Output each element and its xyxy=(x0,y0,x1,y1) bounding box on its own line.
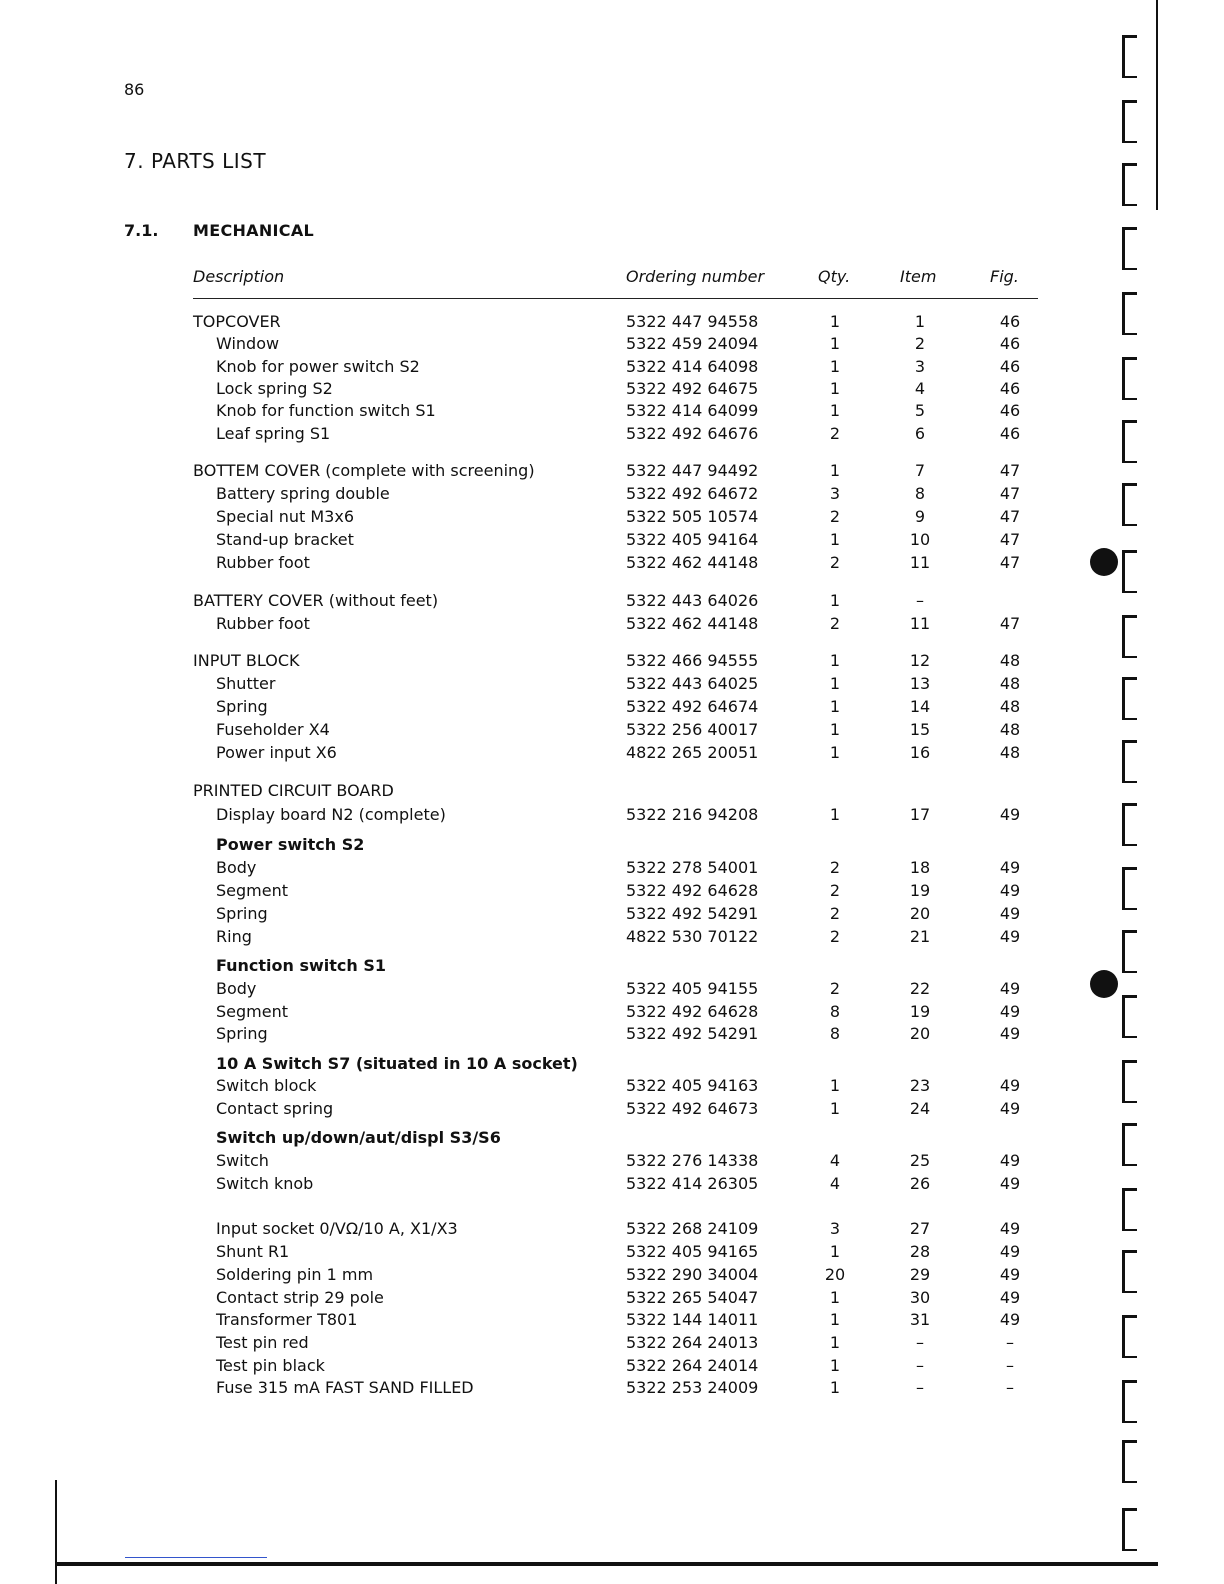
quantity: 1 xyxy=(829,312,841,331)
figure-number: – xyxy=(1006,1356,1014,1375)
binder-hole-dot xyxy=(1090,970,1118,998)
item-number: 29 xyxy=(909,1265,931,1284)
column-header-qty: Qty. xyxy=(818,267,851,286)
table-row xyxy=(0,334,1224,356)
binder-tab-mark xyxy=(1122,1315,1137,1358)
table-row xyxy=(0,507,1224,529)
figure-number: 49 xyxy=(999,1219,1021,1238)
table-row xyxy=(0,484,1224,506)
binder-tab-mark xyxy=(1122,1440,1137,1483)
part-description: Knob for function switch S1 xyxy=(216,401,436,420)
quantity: 1 xyxy=(829,379,841,398)
ordering-number: 5322 216 94208 xyxy=(626,805,759,824)
item-number: 13 xyxy=(909,674,931,693)
item-number: 19 xyxy=(909,1002,931,1021)
part-description: Switch block xyxy=(216,1076,317,1095)
part-description: Soldering pin 1 mm xyxy=(216,1265,374,1284)
table-row xyxy=(0,904,1224,926)
quantity: 1 xyxy=(829,1288,841,1307)
figure-number: 48 xyxy=(999,743,1021,762)
chapter-title: 7. PARTS LIST xyxy=(124,149,267,173)
quantity: 2 xyxy=(829,927,841,946)
ordering-number: 5322 264 24013 xyxy=(626,1333,759,1352)
figure-number: 47 xyxy=(999,530,1021,549)
table-row xyxy=(0,1076,1224,1098)
binder-tab-mark xyxy=(1122,163,1137,206)
column-header-ordering-number: Ordering number xyxy=(626,267,765,286)
binder-tab-mark xyxy=(1122,357,1137,400)
ordering-number: 5322 405 94163 xyxy=(626,1076,759,1095)
figure-number: 46 xyxy=(999,401,1021,420)
ordering-number: 5322 405 94164 xyxy=(626,530,759,549)
part-description: Knob for power switch S2 xyxy=(216,357,420,376)
table-row xyxy=(0,1002,1224,1024)
quantity: 1 xyxy=(829,1356,841,1375)
ordering-number: 5322 492 64675 xyxy=(626,379,759,398)
column-header-item: Item xyxy=(900,267,937,286)
part-description: INPUT BLOCK xyxy=(193,651,300,670)
figure-number: 49 xyxy=(999,1265,1021,1284)
part-description: Shutter xyxy=(216,674,276,693)
table-row xyxy=(0,835,1224,857)
binder-tab-mark xyxy=(1122,292,1137,335)
table-row xyxy=(0,1242,1224,1264)
table-row xyxy=(0,312,1224,334)
figure-number: 49 xyxy=(999,1076,1021,1095)
table-row xyxy=(0,1356,1224,1378)
section-title: MECHANICAL xyxy=(193,221,315,240)
item-number: 8 xyxy=(914,484,926,503)
ordering-number: 5322 405 94155 xyxy=(626,979,759,998)
part-description: Power input X6 xyxy=(216,743,337,762)
table-row xyxy=(0,1333,1224,1355)
part-description: Test pin black xyxy=(216,1356,325,1375)
item-number: 20 xyxy=(909,1024,931,1043)
table-row xyxy=(0,401,1224,423)
column-header-fig: Fig. xyxy=(990,267,1019,286)
item-number: 24 xyxy=(909,1099,931,1118)
ordering-number: 5322 492 64672 xyxy=(626,484,759,503)
table-row xyxy=(0,1378,1224,1400)
binder-tab-mark xyxy=(1122,930,1137,973)
table-row xyxy=(0,720,1224,742)
item-number: 16 xyxy=(909,743,931,762)
quantity: 1 xyxy=(829,1242,841,1261)
table-row xyxy=(0,1099,1224,1121)
part-description: 10 A Switch S7 (situated in 10 A socket) xyxy=(216,1054,578,1073)
table-row xyxy=(0,553,1224,575)
item-number: 20 xyxy=(909,904,931,923)
item-number: 31 xyxy=(909,1310,931,1329)
quantity: 1 xyxy=(829,697,841,716)
column-header-description: Description xyxy=(193,267,285,286)
quantity: 2 xyxy=(829,904,841,923)
table-row xyxy=(0,1024,1224,1046)
table-row xyxy=(0,781,1224,803)
ordering-number: 5322 414 26305 xyxy=(626,1174,759,1193)
figure-number: 47 xyxy=(999,461,1021,480)
figure-number: 49 xyxy=(999,1002,1021,1021)
item-number: 15 xyxy=(909,720,931,739)
ordering-number: 5322 447 94558 xyxy=(626,312,759,331)
ordering-number: 5322 492 64674 xyxy=(626,697,759,716)
ordering-number: 5322 276 14338 xyxy=(626,1151,759,1170)
quantity: 2 xyxy=(829,881,841,900)
item-number: – xyxy=(916,1378,924,1397)
quantity: 2 xyxy=(829,553,841,572)
part-description: Fuseholder X4 xyxy=(216,720,330,739)
binder-tab-mark xyxy=(1122,1250,1137,1293)
item-number: 3 xyxy=(914,357,926,376)
part-description: Stand-up bracket xyxy=(216,530,354,549)
binder-tab-mark xyxy=(1122,677,1137,720)
figure-number: 48 xyxy=(999,651,1021,670)
part-description: Spring xyxy=(216,697,268,716)
table-row xyxy=(0,697,1224,719)
part-description: Test pin red xyxy=(216,1333,309,1352)
part-description: Special nut M3x6 xyxy=(216,507,355,526)
part-description: Rubber foot xyxy=(216,614,310,633)
part-description: Leaf spring S1 xyxy=(216,424,331,443)
section-number: 7.1. xyxy=(124,221,159,240)
item-number: 10 xyxy=(909,530,931,549)
part-description: Switch up/down/aut/displ S3/S6 xyxy=(216,1128,501,1147)
item-number: 22 xyxy=(909,979,931,998)
binder-hole-dot xyxy=(1090,548,1118,576)
part-description: Fuse 315 mA FAST SAND FILLED xyxy=(216,1378,474,1397)
ordering-number: 5322 492 54291 xyxy=(626,1024,759,1043)
quantity: 3 xyxy=(829,484,841,503)
ordering-number: 5322 265 54047 xyxy=(626,1288,759,1307)
item-number: 18 xyxy=(909,858,931,877)
table-row xyxy=(0,461,1224,483)
part-description: Switch knob xyxy=(216,1174,314,1193)
item-number: 7 xyxy=(914,461,926,480)
part-description: BOTTEM COVER (complete with screening) xyxy=(193,461,535,480)
binder-tab-mark xyxy=(1122,1188,1137,1231)
ordering-number: 5322 443 64026 xyxy=(626,591,759,610)
item-number: 21 xyxy=(909,927,931,946)
table-row xyxy=(0,530,1224,552)
binder-tab-mark xyxy=(1122,1123,1137,1166)
ordering-number: 5322 466 94555 xyxy=(626,651,759,670)
page-edge-line-bottom xyxy=(55,1562,1158,1566)
figure-number: 46 xyxy=(999,379,1021,398)
binder-tab-mark xyxy=(1122,550,1137,593)
figure-number: 46 xyxy=(999,357,1021,376)
table-row xyxy=(0,357,1224,379)
quantity: 4 xyxy=(829,1151,841,1170)
quantity: 1 xyxy=(829,1310,841,1329)
item-number: 12 xyxy=(909,651,931,670)
part-description: Function switch S1 xyxy=(216,956,387,975)
ordering-number: 5322 492 64676 xyxy=(626,424,759,443)
header-rule xyxy=(193,298,1038,299)
figure-number: 46 xyxy=(999,334,1021,353)
table-row xyxy=(0,1288,1224,1310)
quantity: 1 xyxy=(829,1378,841,1397)
table-row xyxy=(0,1265,1224,1287)
ordering-number: 5322 253 24009 xyxy=(626,1378,759,1397)
item-number: 27 xyxy=(909,1219,931,1238)
part-description: Ring xyxy=(216,927,252,946)
table-row xyxy=(0,591,1224,613)
quantity: 20 xyxy=(824,1265,846,1284)
quantity: 1 xyxy=(829,720,841,739)
part-description: Display board N2 (complete) xyxy=(216,805,446,824)
quantity: 1 xyxy=(829,1076,841,1095)
ordering-number: 5322 462 44148 xyxy=(626,614,759,633)
item-number: 30 xyxy=(909,1288,931,1307)
figure-number: 47 xyxy=(999,614,1021,633)
part-description: Spring xyxy=(216,904,268,923)
quantity: 1 xyxy=(829,357,841,376)
item-number: 2 xyxy=(914,334,926,353)
item-number: 17 xyxy=(909,805,931,824)
item-number: – xyxy=(916,1356,924,1375)
bottom-blue-line xyxy=(125,1557,267,1558)
part-description: Segment xyxy=(216,881,288,900)
ordering-number: 5322 443 64025 xyxy=(626,674,759,693)
figure-number: 49 xyxy=(999,1310,1021,1329)
quantity: 8 xyxy=(829,1024,841,1043)
quantity: 1 xyxy=(829,334,841,353)
quantity: 1 xyxy=(829,674,841,693)
quantity: 2 xyxy=(829,614,841,633)
item-number: 19 xyxy=(909,881,931,900)
quantity: 2 xyxy=(829,424,841,443)
table-row xyxy=(0,1174,1224,1196)
ordering-number: 5322 505 10574 xyxy=(626,507,759,526)
part-description: Body xyxy=(216,858,257,877)
quantity: 1 xyxy=(829,401,841,420)
ordering-number: 5322 264 24014 xyxy=(626,1356,759,1375)
figure-number: 49 xyxy=(999,858,1021,877)
ordering-number: 5322 144 14011 xyxy=(626,1310,759,1329)
table-row xyxy=(0,743,1224,765)
part-description: Transformer T801 xyxy=(216,1310,358,1329)
item-number: 26 xyxy=(909,1174,931,1193)
item-number: 9 xyxy=(914,507,926,526)
item-number: 4 xyxy=(914,379,926,398)
figure-number: 49 xyxy=(999,927,1021,946)
table-row xyxy=(0,379,1224,401)
figure-number: 46 xyxy=(999,312,1021,331)
table-row xyxy=(0,1310,1224,1332)
table-row xyxy=(0,651,1224,673)
table-row xyxy=(0,805,1224,827)
binder-tab-mark xyxy=(1122,420,1137,463)
table-row xyxy=(0,956,1224,978)
figure-number: 49 xyxy=(999,881,1021,900)
ordering-number: 4822 265 20051 xyxy=(626,743,759,762)
figure-number: 47 xyxy=(999,484,1021,503)
quantity: 1 xyxy=(829,1333,841,1352)
table-row xyxy=(0,1219,1224,1241)
item-number: – xyxy=(916,1333,924,1352)
ordering-number: 5322 459 24094 xyxy=(626,334,759,353)
item-number: 28 xyxy=(909,1242,931,1261)
ordering-number: 5322 268 24109 xyxy=(626,1219,759,1238)
figure-number: 49 xyxy=(999,1099,1021,1118)
quantity: 1 xyxy=(829,651,841,670)
quantity: 4 xyxy=(829,1174,841,1193)
figure-number: 48 xyxy=(999,697,1021,716)
quantity: 2 xyxy=(829,507,841,526)
ordering-number: 5322 414 64099 xyxy=(626,401,759,420)
item-number: 14 xyxy=(909,697,931,716)
quantity: 2 xyxy=(829,979,841,998)
figure-number: 49 xyxy=(999,1288,1021,1307)
quantity: 2 xyxy=(829,858,841,877)
part-description: BATTERY COVER (without feet) xyxy=(193,591,439,610)
figure-number: 49 xyxy=(999,1242,1021,1261)
table-row xyxy=(0,1151,1224,1173)
part-description: Contact spring xyxy=(216,1099,334,1118)
quantity: 1 xyxy=(829,530,841,549)
figure-number: 47 xyxy=(999,507,1021,526)
part-description: Segment xyxy=(216,1002,288,1021)
item-number: 5 xyxy=(914,401,926,420)
part-description: Power switch S2 xyxy=(216,835,365,854)
binder-tab-mark xyxy=(1122,1060,1137,1103)
table-row xyxy=(0,858,1224,880)
ordering-number: 5322 492 54291 xyxy=(626,904,759,923)
figure-number: – xyxy=(1006,1378,1014,1397)
binder-tab-mark xyxy=(1122,1380,1137,1423)
page-number: 86 xyxy=(124,80,145,99)
part-description: Lock spring S2 xyxy=(216,379,333,398)
part-description: Body xyxy=(216,979,257,998)
ordering-number: 5322 290 34004 xyxy=(626,1265,759,1284)
binder-tab-mark xyxy=(1122,35,1137,78)
item-number: 1 xyxy=(914,312,926,331)
table-row xyxy=(0,979,1224,1001)
quantity: 1 xyxy=(829,743,841,762)
table-row xyxy=(0,674,1224,696)
binder-tab-mark xyxy=(1122,100,1137,143)
part-description: Input socket 0/VΩ/10 A, X1/X3 xyxy=(216,1219,458,1238)
table-row xyxy=(0,424,1224,446)
ordering-number: 5322 492 64628 xyxy=(626,881,759,900)
table-row xyxy=(0,1054,1224,1076)
binder-tab-mark xyxy=(1122,867,1137,910)
figure-number: 49 xyxy=(999,979,1021,998)
quantity: 1 xyxy=(829,591,841,610)
ordering-number: 5322 492 64673 xyxy=(626,1099,759,1118)
ordering-number: 4822 530 70122 xyxy=(626,927,759,946)
quantity: 1 xyxy=(829,805,841,824)
binder-tab-mark xyxy=(1122,615,1137,658)
ordering-number: 5322 256 40017 xyxy=(626,720,759,739)
figure-number: 49 xyxy=(999,1174,1021,1193)
item-number: 23 xyxy=(909,1076,931,1095)
page-edge-line-left xyxy=(55,1480,57,1584)
item-number: – xyxy=(916,591,924,610)
binder-tab-mark xyxy=(1122,740,1137,783)
quantity: 1 xyxy=(829,1099,841,1118)
ordering-number: 5322 414 64098 xyxy=(626,357,759,376)
figure-number: 49 xyxy=(999,1024,1021,1043)
part-description: Shunt R1 xyxy=(216,1242,290,1261)
figure-number: – xyxy=(1006,1333,1014,1352)
part-description: Window xyxy=(216,334,280,353)
ordering-number: 5322 462 44148 xyxy=(626,553,759,572)
part-description: Switch xyxy=(216,1151,269,1170)
binder-tab-mark xyxy=(1122,227,1137,270)
part-description: PRINTED CIRCUIT BOARD xyxy=(193,781,394,800)
ordering-number: 5322 492 64628 xyxy=(626,1002,759,1021)
figure-number: 49 xyxy=(999,1151,1021,1170)
item-number: 11 xyxy=(909,614,931,633)
figure-number: 48 xyxy=(999,720,1021,739)
binder-tab-mark xyxy=(1122,483,1137,526)
figure-number: 49 xyxy=(999,904,1021,923)
table-row xyxy=(0,927,1224,949)
part-description: Contact strip 29 pole xyxy=(216,1288,384,1307)
part-description: Spring xyxy=(216,1024,268,1043)
item-number: 25 xyxy=(909,1151,931,1170)
table-row xyxy=(0,881,1224,903)
table-row xyxy=(0,614,1224,636)
ordering-number: 5322 447 94492 xyxy=(626,461,759,480)
item-number: 6 xyxy=(914,424,926,443)
figure-number: 47 xyxy=(999,553,1021,572)
figure-number: 49 xyxy=(999,805,1021,824)
ordering-number: 5322 278 54001 xyxy=(626,858,759,877)
part-description: TOPCOVER xyxy=(193,312,281,331)
binder-tab-mark xyxy=(1122,995,1137,1038)
ordering-number: 5322 405 94165 xyxy=(626,1242,759,1261)
figure-number: 48 xyxy=(999,674,1021,693)
quantity: 1 xyxy=(829,461,841,480)
figure-number: 46 xyxy=(999,424,1021,443)
quantity: 3 xyxy=(829,1219,841,1238)
page-edge-line-right xyxy=(1156,0,1158,210)
part-description: Battery spring double xyxy=(216,484,390,503)
table-row xyxy=(0,1128,1224,1150)
part-description: Rubber foot xyxy=(216,553,310,572)
item-number: 11 xyxy=(909,553,931,572)
quantity: 8 xyxy=(829,1002,841,1021)
binder-tab-mark xyxy=(1122,1508,1137,1551)
binder-tab-mark xyxy=(1122,803,1137,846)
